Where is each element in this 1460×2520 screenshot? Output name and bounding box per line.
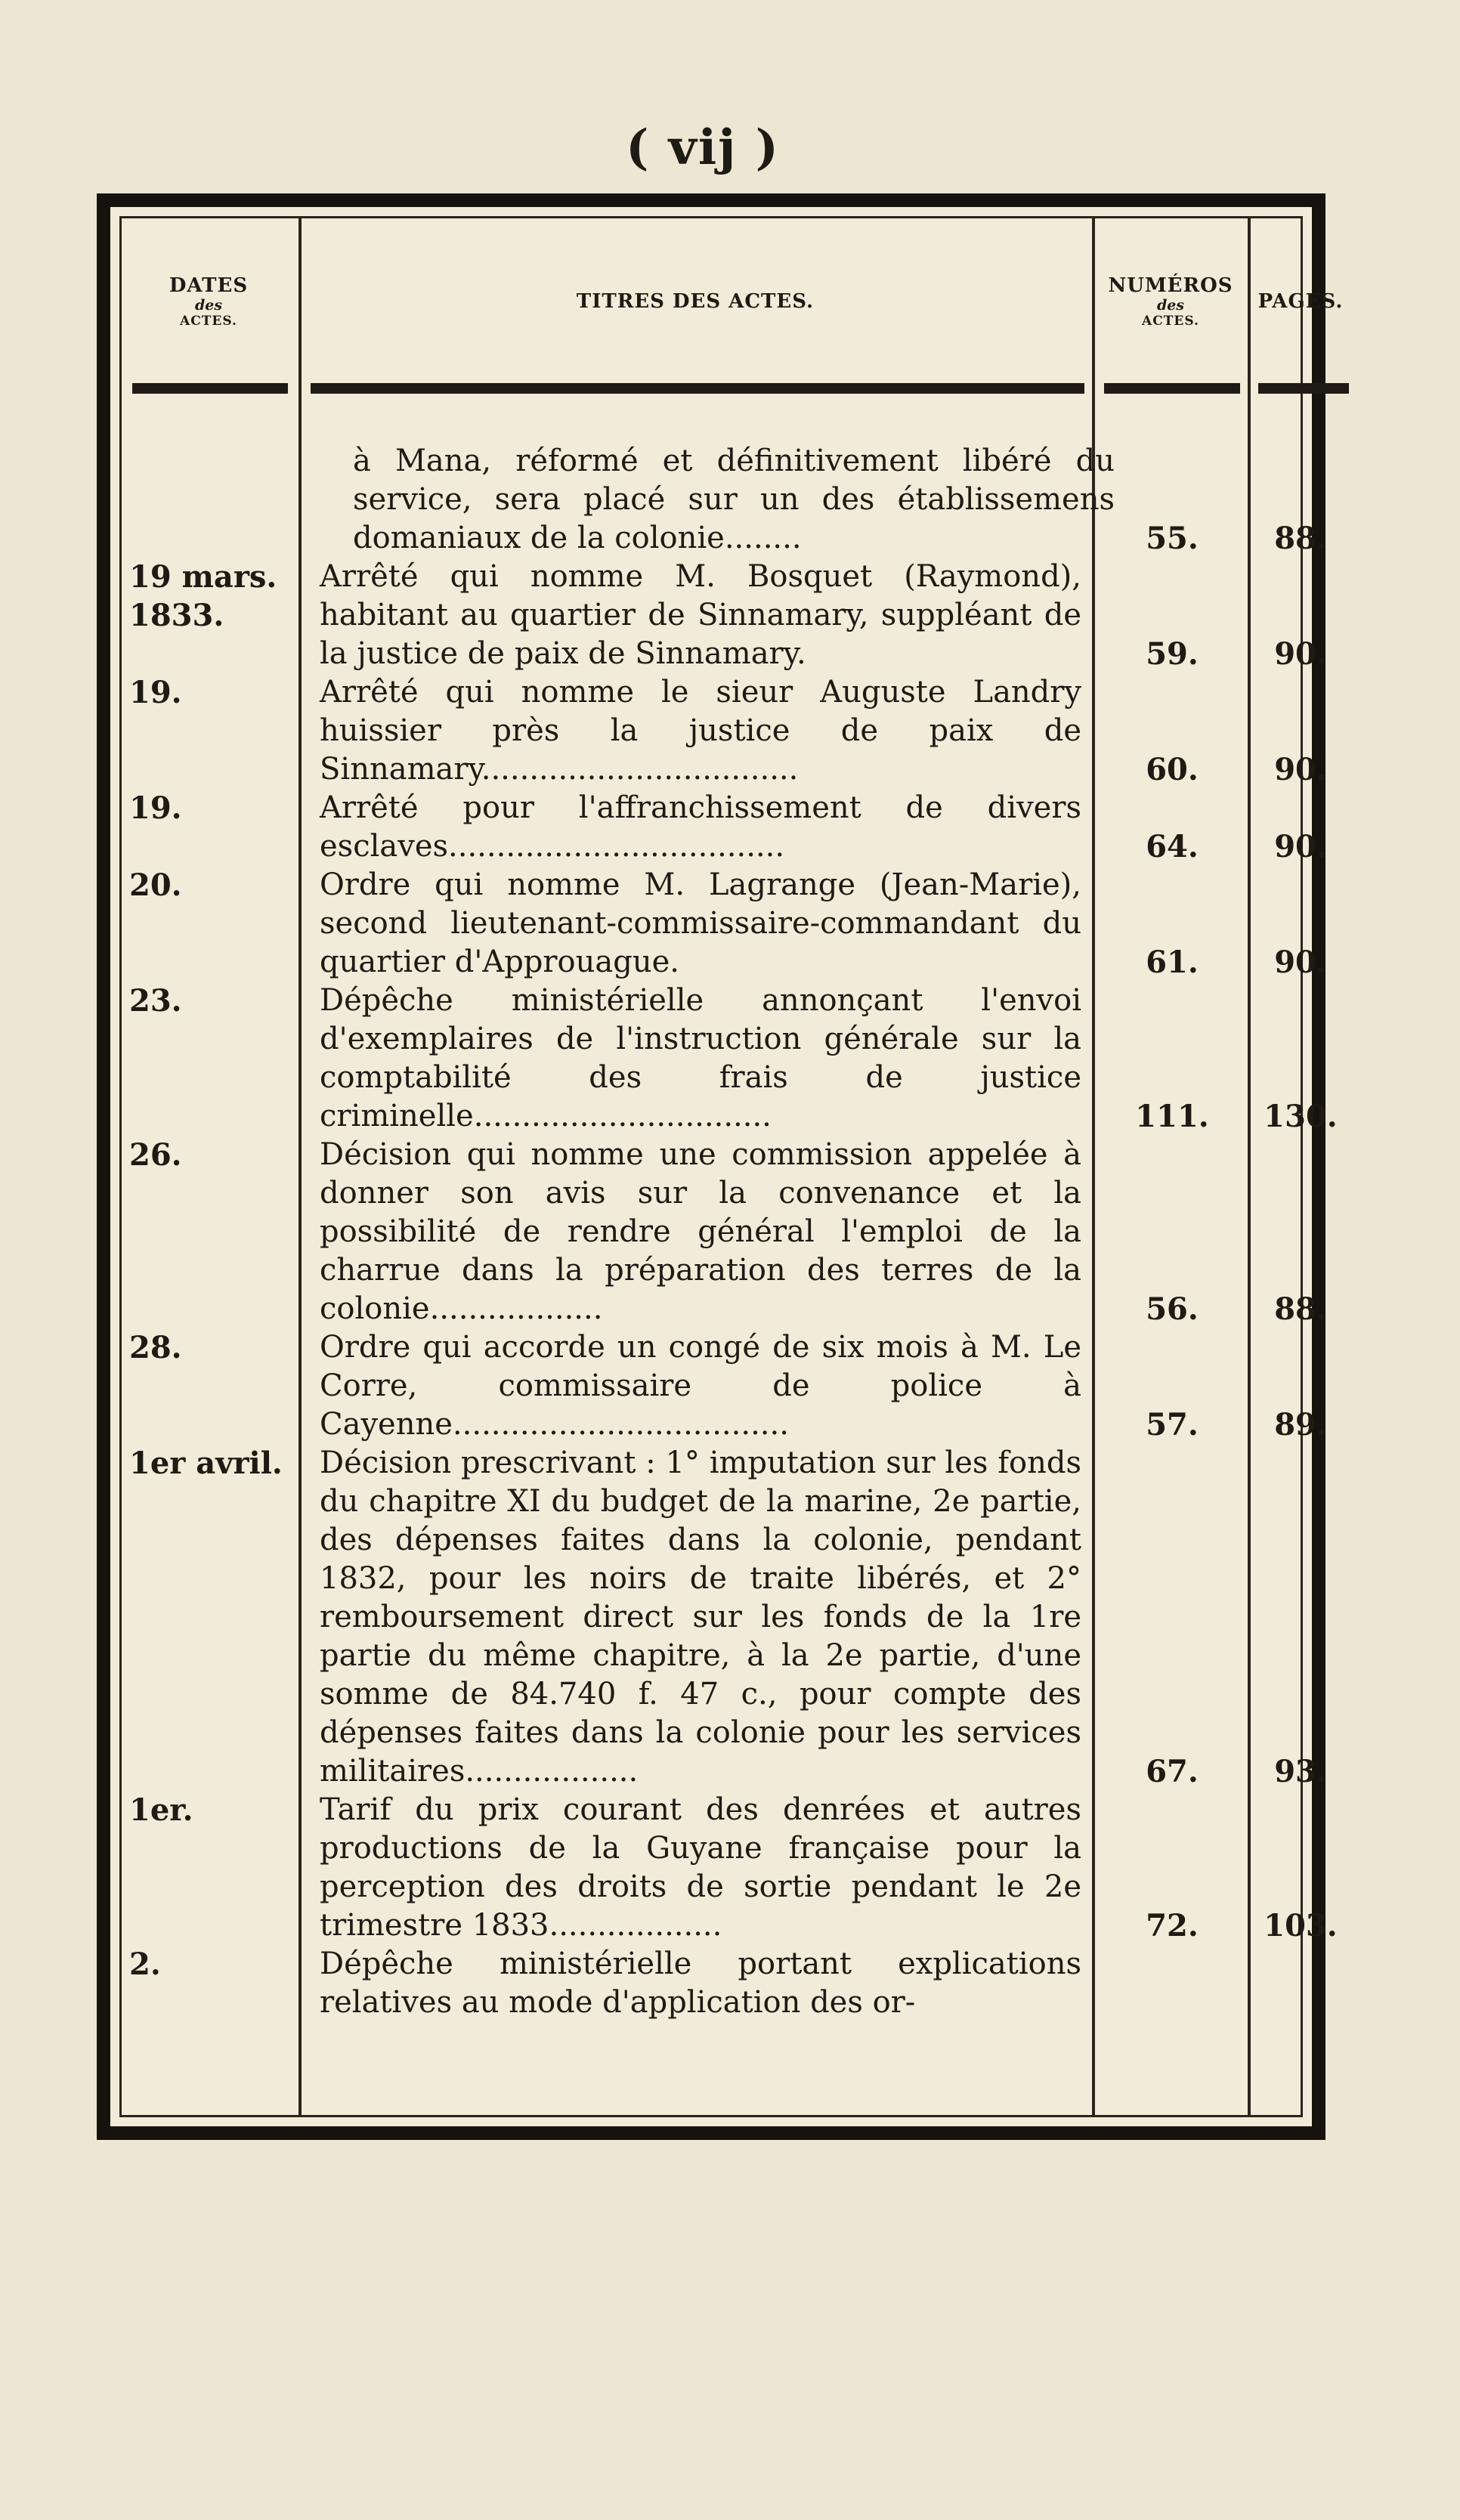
row-numero: 56. xyxy=(1146,1291,1199,1327)
row-page: 93. xyxy=(1274,1754,1327,1789)
row-page: 90. xyxy=(1274,945,1327,980)
row-date: 23. xyxy=(129,983,182,1019)
row-numero: 67. xyxy=(1146,1754,1199,1789)
table-row xyxy=(122,789,1327,866)
row-numero: 72. xyxy=(1146,1908,1199,1943)
table-row xyxy=(122,1791,1338,1945)
table-row xyxy=(122,673,1327,789)
row-numero: 59. xyxy=(1146,636,1199,672)
row-title: Arrêté qui nomme le sieur Auguste Landry huissier près la justice de paix de Sinnamary................................. xyxy=(320,675,1081,787)
row-title: Ordre qui accorde un congé de six mois à M. Le Corre, commissaire de police à Cayenne................................... xyxy=(320,1330,1081,1442)
row-page: 90. xyxy=(1274,829,1327,864)
table-row xyxy=(122,982,1338,1136)
row-date: 19. xyxy=(129,790,182,826)
row-page: 103. xyxy=(1264,1908,1338,1943)
row-date: 1er. xyxy=(129,1792,193,1828)
table-header xyxy=(122,218,1344,377)
row-numero: 57. xyxy=(1146,1407,1199,1442)
header-dates-mid: des xyxy=(194,297,223,314)
table-row xyxy=(122,866,1327,982)
header-numeros xyxy=(1095,241,1246,362)
row-page: 90. xyxy=(1274,636,1327,672)
row-page: 88. xyxy=(1274,1291,1327,1327)
row-title: Tarif du prix courant des denrées et autres productions de la Guyane française pour la perception des droits de sortie pendant le 2e trimestre 1833.................. xyxy=(320,1792,1081,1943)
row-date: 2. xyxy=(129,1946,161,1982)
row-numero: 60. xyxy=(1146,752,1199,787)
header-titles xyxy=(300,241,1090,362)
header-numeros-top: NUMÉROS xyxy=(1108,274,1233,297)
row-date: 20. xyxy=(129,867,182,903)
header-titles-label: TITRES DES ACTES. xyxy=(576,290,815,313)
table-row xyxy=(122,1444,1327,1791)
row-numero: 64. xyxy=(1146,829,1199,864)
row-numero: 111. xyxy=(1135,1099,1209,1134)
row-title: Dépêche ministérielle portant explications relatives au mode d'application des or- xyxy=(320,1946,1081,2020)
row-page: 130. xyxy=(1264,1099,1338,1134)
table-row xyxy=(122,558,1327,673)
header-rules xyxy=(122,383,1301,398)
row-numero: 55. xyxy=(1146,521,1199,556)
header-numeros-mid: des xyxy=(1156,297,1185,314)
row-numero: 61. xyxy=(1146,945,1199,980)
table-row xyxy=(122,1328,1327,1444)
row-title: Décision prescrivant : 1° imputation sur les fonds du chapitre XI du budget de la marine, 2e partie, des dépenses faites dans la colonie, pendant 1832, pour les noirs de traite libérés, et 2° remboursement direct sur les fonds de la 1re partie du même chapitre, à la 2e partie, d'une somme de 84.740 f. 47 c., pour compte des dépenses faites dans la colonie pour les services militaires.................. xyxy=(320,1446,1081,1789)
row-date: 19. xyxy=(129,675,182,710)
header-rule-numeros xyxy=(1104,383,1240,394)
page-number: ( vij ) xyxy=(626,119,780,176)
row-date: 19 mars. 1833. xyxy=(129,559,277,633)
row-title: Décision qui nomme une commission appelée à donner son avis sur la convenance et la possibilité de rendre général l'emploi de la charrue dans la préparation des terres de la colonie.................. xyxy=(320,1137,1081,1326)
row-page: 89. xyxy=(1274,1407,1327,1442)
table-row xyxy=(122,1945,1301,2022)
table-row xyxy=(122,1136,1327,1328)
row-title: Arrêté pour l'affranchissement de divers esclaves................................... xyxy=(320,790,1081,864)
header-pages-label: PAGES. xyxy=(1257,290,1344,313)
row-title: Dépêche ministérielle annonçant l'envoi d'exemplaires de l'instruction générale sur la comptabilité des frais de justice criminelle............................... xyxy=(320,983,1081,1133)
row-title: à Mana, réformé et définitivement libéré du service, sera placé sur un des établissemens domaniaux de la colonie........ xyxy=(353,444,1115,555)
header-pages xyxy=(1251,241,1350,362)
row-page: 90. xyxy=(1274,752,1327,787)
header-rule-pages xyxy=(1258,383,1349,394)
row-date: 1er avril. xyxy=(129,1446,283,1481)
table-body xyxy=(122,442,1338,2022)
header-numeros-bottom: ACTES. xyxy=(1142,314,1199,329)
row-title: Ordre qui nomme M. Lagrange (Jean-Marie), second lieutenant-commissaire-commandant du quartier d'Approuague. xyxy=(320,867,1081,979)
row-date: 28. xyxy=(129,1330,182,1365)
header-rule-dates xyxy=(132,383,288,394)
header-dates xyxy=(122,241,295,362)
row-date: 26. xyxy=(129,1137,182,1173)
row-page: 88. xyxy=(1274,521,1327,556)
table-row xyxy=(122,442,1327,558)
header-dates-top: DATES xyxy=(169,274,249,297)
header-dates-bottom: ACTES. xyxy=(180,314,237,329)
row-title: Arrêté qui nomme M. Bosquet (Raymond), habitant au quartier de Sinnamary, suppléant de la justice de paix de Sinnamary. xyxy=(320,559,1081,671)
table-frame xyxy=(97,193,1344,2140)
table-inner-border xyxy=(119,216,1344,2117)
header-rule-titles xyxy=(311,383,1084,394)
